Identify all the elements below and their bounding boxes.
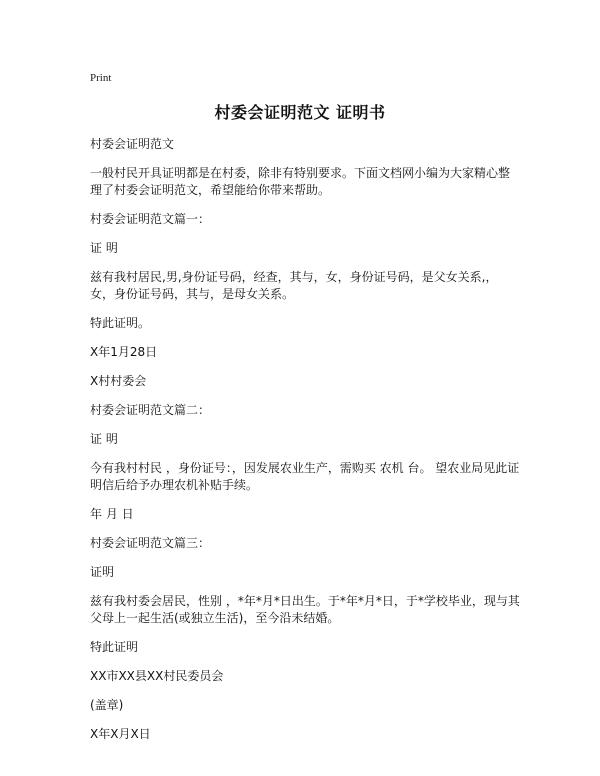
certificate-body-3: 兹有我村委会居民，性别 ，*年*月*日出生。于*年*月*日，于*学校毕业，现与其父母上一起生活(或独立生活)，至今沿未结婚。	[90, 594, 520, 625]
intro-paragraph: 一般村民开具证明都是在村委，除非有特别要求。下面文档网小编为大家精心整理了村委会证明范文，希望能给你带来帮助。	[90, 166, 511, 197]
certificate-date-1: X年1月28日	[90, 345, 158, 359]
print-label: Print	[90, 72, 112, 84]
seal-note: (盖章)	[90, 698, 124, 712]
certificate-date-2: 年 月 日	[90, 507, 134, 521]
certificate-body-2: 今有我村村民 ，身份证号：，因发展农业生产，需购买 农机 台。 望农业局见此证明信后给予办理农机补贴手续。	[90, 461, 520, 492]
certificate-heading-3: 证明	[90, 565, 115, 579]
intro-heading: 村委会证明范文	[90, 137, 175, 151]
section-heading-2: 村委会证明范文篇二：	[90, 403, 211, 417]
section-heading-3: 村委会证明范文篇三：	[90, 536, 211, 550]
certificate-body-1: 兹有我村居民,男,身份证号码，经查，其与，女，身份证号码，是父女关系,，女，身份证号码，其与，是母女关系。	[90, 270, 498, 301]
certificate-heading-2: 证 明	[90, 432, 118, 446]
certificate-issuer-3: XX市XX县XX村民委员会	[90, 669, 224, 683]
certificate-closing-1: 特此证明。	[90, 316, 151, 330]
document-body	[90, 136, 520, 755]
certificate-heading-1: 证 明	[90, 241, 118, 255]
certificate-issuer-1: X村村委会	[90, 374, 147, 388]
section-heading-1: 村委会证明范文篇一：	[90, 212, 211, 226]
certificate-date-3: X年X月X日	[90, 727, 151, 741]
certificate-closing-3: 特此证明	[90, 640, 139, 654]
document-title: 村委会证明范文 证明书	[214, 103, 386, 122]
